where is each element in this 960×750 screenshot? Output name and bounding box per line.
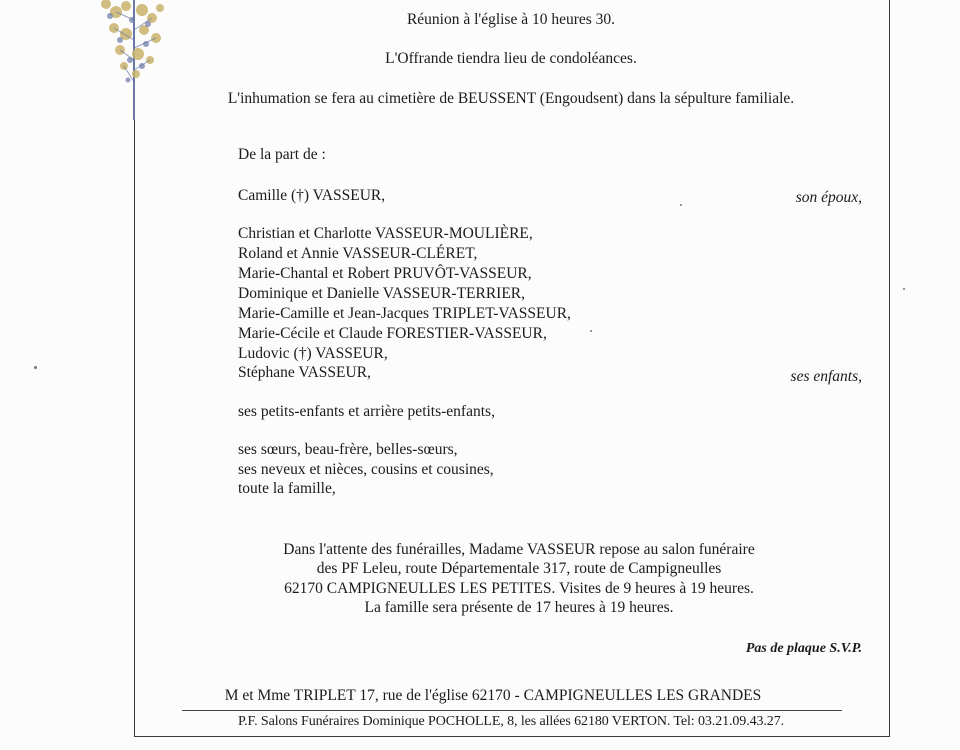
funeral-home-line: des PF Leleu, route Départementale 317, route de Campigneulles <box>316 560 722 577</box>
grandchildren-line: ses petits-enfants et arrière petits-enfants, <box>238 403 495 420</box>
funeral-home-line: La famille sera présente de 17 heures à 19 heures. <box>364 599 674 616</box>
funeral-home-line: Dans l'attente des funérailles, Madame VASSEUR repose au salon funéraire <box>283 541 755 558</box>
funeral-services-footer: P.F. Salons Funéraires Dominique POCHOLLE, 8, les allées 62180 VERTON. Tel: 03.21.09.43.27. <box>238 714 784 729</box>
child-line: Roland et Annie VASSEUR-CLÉRET, <box>238 245 478 262</box>
child-line: Marie-Camille et Jean-Jacques TRIPLET-VASSEUR, <box>238 305 571 322</box>
address-divider <box>182 710 842 711</box>
scan-speck <box>590 330 592 332</box>
church-meeting-line: Réunion à l'église à 10 heures 30. <box>406 11 616 28</box>
child-line: Dominique et Danielle VASSEUR-TERRIER, <box>238 285 526 302</box>
funeral-home-line: 62170 CAMPIGNEULLES LES PETITES. Visites de 9 heures à 19 heures. <box>284 580 754 597</box>
scan-speck <box>34 366 37 369</box>
child-line: Marie-Cécile et Claude FORESTIER-VASSEUR, <box>238 325 547 342</box>
family-address: M et Mme TRIPLET 17, rue de l'église 62170 - CAMPIGNEULLES LES GRANDES <box>224 687 762 704</box>
child-line: Marie-Chantal et Robert PRUVÔT-VASSEUR, <box>238 265 532 282</box>
child-line: Christian et Charlotte VASSEUR-MOULIÈRE, <box>238 225 533 242</box>
offering-line: L'Offrande tiendra lieu de condoléances. <box>385 50 637 67</box>
child-line: Stéphane VASSEUR, <box>238 364 371 381</box>
other-family-line: ses sœurs, beau-frère, belles-sœurs, <box>238 441 458 458</box>
other-family-line: toute la famille, <box>238 480 336 497</box>
scan-speck <box>680 204 682 206</box>
spouse-relation: son époux, <box>795 189 862 206</box>
no-plaque-note: Pas de plaque S.V.P. <box>745 641 862 656</box>
children-relation: ses enfants, <box>790 368 862 385</box>
burial-line: L'inhumation se fera au cimetière de BEUSSENT (Engoudsent) dans la sépulture familiale. <box>227 90 795 107</box>
spouse-name: Camille (†) VASSEUR, <box>238 187 386 204</box>
child-line: Ludovic (†) VASSEUR, <box>238 345 388 362</box>
from-intro: De la part de : <box>238 146 326 163</box>
other-family-line: ses neveux et nièces, cousins et cousines, <box>238 461 494 478</box>
scan-speck <box>903 288 905 290</box>
